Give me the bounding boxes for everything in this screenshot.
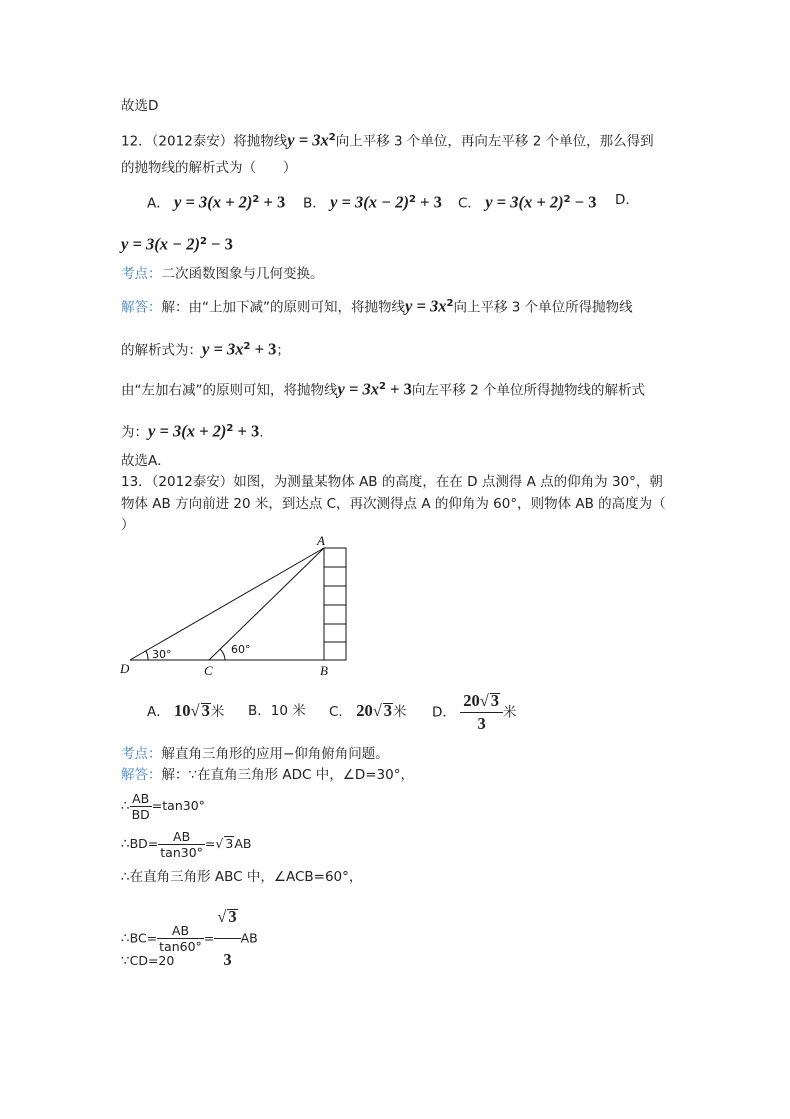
q12-option-c — [458, 189, 596, 215]
option-b-exponent: 2 — [409, 194, 416, 205]
q13-point-text: 解直角三角形的应用−仰角俯角问题。 — [161, 746, 389, 762]
option-b-tail: + 3 — [416, 192, 442, 212]
q13-option-c-radicand: 3 — [383, 701, 393, 720]
q12-suffix: 向上平移 3 个单位，再向左平移 2 个单位，那么得到 — [335, 133, 654, 150]
q13-option-c-letter: C． — [329, 704, 352, 720]
q12-sol4-exponent: 2 — [226, 423, 234, 434]
label-d: D — [120, 661, 130, 676]
q12-sol1-post: 向上平移 3 个单位所得抛物线 — [453, 299, 633, 316]
q13-option-d-fraction: $\frac{20√ 3}{3}$ — [460, 690, 503, 735]
line-da — [130, 548, 324, 660]
q12-option-b — [303, 189, 442, 215]
bc-lhs: BC= — [129, 930, 158, 946]
q12-option-d — [121, 231, 233, 257]
q13-option-d-letter: D． — [432, 704, 456, 721]
q12-expression: y = 3x — [287, 130, 329, 150]
kaodian-label: 考点： — [121, 746, 162, 762]
q13-option-c-num: 20 — [356, 701, 373, 720]
q12-sol4-tail: + 3 — [233, 421, 260, 441]
q13-solution-line-5: ∴BC= $\frac{AB}{\tan 60^\circ}$ = $\frac{√ 3}{3}$ AB — [121, 896, 258, 981]
question-12-line-1 — [121, 128, 654, 152]
q13-option-d — [432, 690, 517, 735]
q13-option-a — [147, 700, 224, 723]
q12-sol3-exponent: 2 — [378, 381, 386, 392]
therefore-symbol: ∴ — [121, 798, 130, 814]
option-a-letter: A． — [147, 195, 170, 212]
option-d-expression: y = 3(x − 2) — [121, 234, 200, 254]
q13-option-a-num: 10 — [174, 701, 191, 720]
therefore-symbol: ∴ — [121, 930, 130, 947]
q13-option-d-unit: 米 — [503, 704, 517, 721]
q12-prefix: 12．（2012泰安）将抛物线 — [121, 133, 288, 150]
q13-solution-line-4: ∴在直角三角形 ABC 中，∠ACB=60°， — [121, 869, 363, 885]
f3-rhs: AB — [240, 930, 258, 946]
q13-option-a-letter: A． — [147, 704, 170, 720]
fraction-ab-bd: $\frac{AB}{BD}$ — [131, 790, 150, 822]
bd-lhs: BD= — [129, 836, 159, 851]
option-c-letter: C． — [458, 195, 481, 212]
q12-solution-line-1 — [121, 294, 633, 318]
q13-solution-line-6 — [121, 951, 174, 971]
question-13-line-2: 物体 AB 方向前进 20 米，到达点 C，再次测得点 A 的仰角为 60°，则物体 AB 的高度为（ — [121, 496, 666, 512]
q13-option-c-unit: 米 — [393, 704, 407, 720]
cd-value: CD=20 — [129, 953, 175, 968]
question-12-line-2: 的抛物线的解析式为（ ） — [121, 160, 297, 176]
ladder-frame — [324, 548, 346, 660]
option-d-tail: − 3 — [206, 234, 233, 254]
elevation-angle-figure — [112, 532, 357, 682]
option-c-exponent: 2 — [563, 194, 571, 205]
option-b-expression: y = 3(x − 2) — [330, 192, 410, 212]
q12-sol3-tail: + 3 — [385, 379, 412, 399]
jieda-label: 解答： — [121, 299, 162, 316]
option-a-expression: y = 3(x + 2) — [174, 192, 253, 212]
therefore-symbol: ∴ — [121, 836, 130, 852]
q12-sol4-pre: 为： — [121, 424, 148, 441]
answer-line-d: 故选D — [121, 98, 159, 114]
angle-d-arc — [146, 651, 148, 660]
q12-sol2-pre: 的解析式为： — [121, 342, 202, 359]
fraction-root3-3: $\frac{√ 3}{3}$ — [214, 896, 240, 981]
q12-sol1-expression: y = 3x — [405, 296, 447, 316]
q12-solution-line-3 — [121, 377, 645, 401]
q12-kaodian — [121, 264, 324, 284]
q12-option-a — [147, 189, 285, 215]
q13-solution-line-1 — [121, 765, 414, 785]
jieda-label: 解答： — [121, 767, 162, 783]
q13-option-d-num: 20 — [463, 691, 480, 710]
q12-solution-line-4 — [121, 419, 264, 443]
fraction-ab-tan60: $\frac{AB}{\tan 60^\circ}$ — [159, 923, 202, 954]
q12-sol4-expression: y = 3(x + 2) — [148, 421, 227, 441]
q12-sol4-post: . — [259, 424, 264, 441]
sqrt-sign: √ — [372, 701, 382, 720]
option-c-tail: − 3 — [570, 192, 597, 212]
q12-sol1-exponent: 2 — [446, 298, 454, 309]
q12-sol2-tail: + 3 — [250, 339, 277, 359]
because-symbol: ∵ — [121, 953, 130, 969]
f2-rhs: AB — [234, 836, 252, 851]
q12-sol3-post: 向左平移 2 个单位所得抛物线的解析式 — [411, 382, 646, 399]
q12-sol2-post: ； — [276, 342, 290, 359]
question-13-line-3: ） — [121, 517, 135, 533]
q13-option-d-den: 3 — [477, 714, 486, 733]
q12-sol1-pre: 解：由“上加下减”的原则可知，将抛物线 — [161, 299, 405, 316]
option-c-expression: y = 3(x + 2) — [485, 192, 564, 212]
q13-option-a-radicand: 3 — [201, 701, 210, 720]
fraction-ab-tan30: $\frac{AB}{\tan 30^\circ}$ — [160, 828, 203, 860]
q12-exponent: 2 — [328, 132, 336, 143]
angle-c-label: 60° — [231, 643, 251, 656]
angle-c-arc — [220, 649, 225, 660]
option-d-exponent: 2 — [199, 236, 207, 247]
q13-option-b: B．10 米 — [248, 703, 306, 719]
q12-point-text: 二次函数图象与几何变换。 — [161, 266, 324, 282]
label-c: C — [204, 663, 213, 678]
angle-d-label: 30° — [152, 648, 172, 661]
q12-sol2-exponent: 2 — [243, 341, 251, 352]
q12-sol3-pre: 由“左加右减”的原则可知，将抛物线 — [121, 382, 338, 399]
f1-rhs: =tan30° — [151, 798, 205, 813]
q13-option-d-radicand: 3 — [490, 691, 500, 710]
q13-sol1-text: 解：∵在直角三角形 ADC 中，∠D=30°， — [161, 767, 414, 783]
label-a: A — [317, 533, 325, 548]
answer-line-a: 故选A． — [121, 453, 171, 469]
q13-solution-line-2 — [121, 788, 205, 824]
label-b: B — [320, 663, 328, 678]
q13-option-a-unit: 米 — [210, 704, 225, 720]
q13-solution-line-3: ∴BD= $\frac{AB}{\tan 30^\circ}$ =√ 3AB — [121, 828, 252, 860]
q12-sol2-expression: y = 3x — [202, 339, 244, 359]
question-13-line-1: 13．（2012泰安）如图，为测量某物体 AB 的高度，在在 D 点测得 A 点的仰角为 30°，朝 — [121, 474, 663, 490]
kaodian-label: 考点： — [121, 266, 162, 282]
q12-sol3-expression: y = 3x — [337, 379, 379, 399]
sqrt-sign: √ — [190, 701, 200, 720]
q13-kaodian — [121, 744, 389, 764]
q12-solution-line-2 — [121, 337, 290, 361]
option-a-exponent: 2 — [252, 194, 260, 205]
q13-option-c — [329, 700, 407, 723]
q12-option-d-letter: D． — [615, 192, 639, 208]
option-a-tail: + 3 — [259, 192, 286, 212]
option-b-letter: B． — [303, 195, 326, 212]
